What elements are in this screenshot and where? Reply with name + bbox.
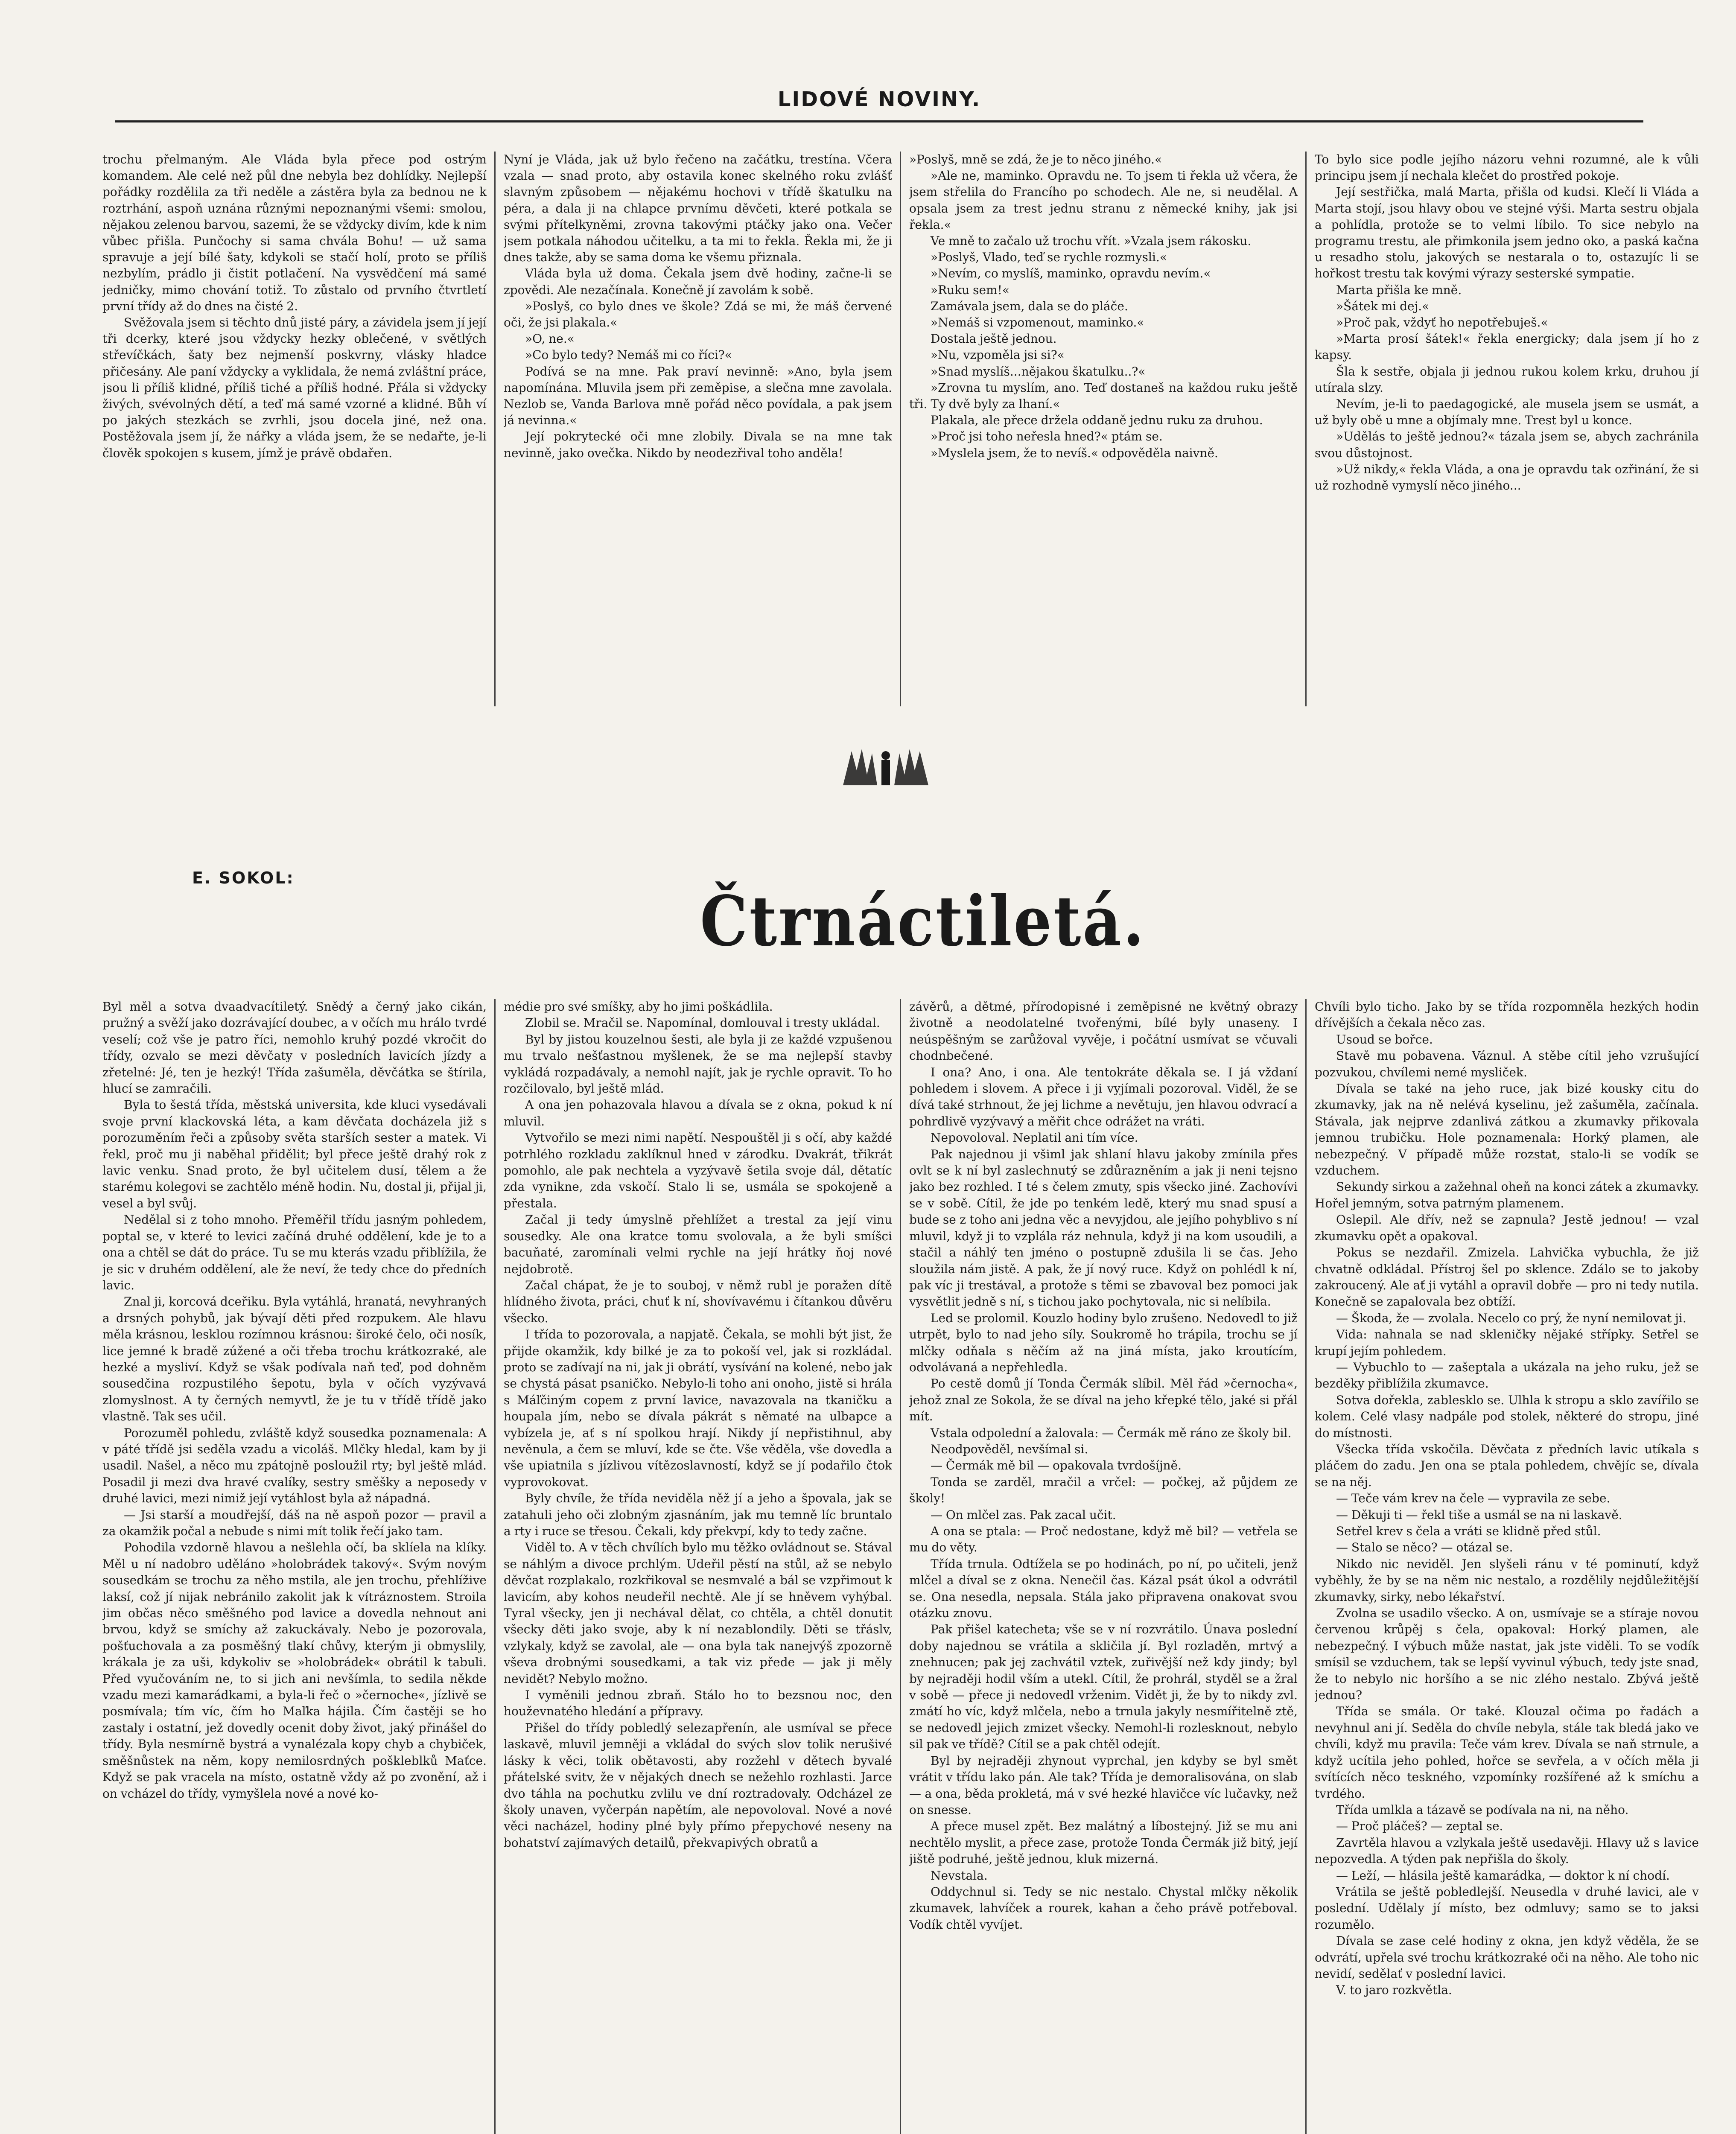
masthead-rule — [115, 120, 1643, 122]
paragraph: Vstala odpolední a žalovala: — Čermák mě ráno ze školy bil. — [931, 1426, 1292, 1440]
paragraph: Stavě mu pobavena. Váznul. A stěbe cítil jeho vzrušující pozvukou, chvílemi nemé mysliček. — [1315, 1049, 1699, 1079]
story-column-2 — [504, 999, 892, 2134]
story-column-3 — [909, 999, 1298, 2134]
upper-column-1 — [102, 152, 487, 706]
paragraph: »Zrovna tu myslím, ano. Teď dostaneš na každou ruku ještě tři. Ty dvě byly za lhaní.« — [909, 380, 1298, 411]
paragraph: Byl měl a sotva dvaadvacítiletý. Snědý a černý jako cikán, pružný a svěží jako dozrávající doubec, a v očích mu hrálo tvrdé veselí; což vše je patro říci, nemohlo kruhý pozdé vkročit do třídy, ozvalo se mezi děvčaty v posledních lavicích jízdy a zřetelné: Jé, ten je hezký! Třída zašuměla, děvčátka se štírila, hlucí se zamračili. — [102, 1000, 487, 1096]
column-divider — [900, 152, 901, 706]
paragraph: — Leží, — hlásila ještě kamarádka, — doktor k ní chodí. — [1336, 1868, 1670, 1883]
paragraph: Dívala se zase celé hodiny z okna, jen když věděla, že se odvrátí, upřela své trochu krátkozraké oči na něho. Ale toho nic nevidí, sedělať v poslední lavici. — [1315, 1934, 1699, 1981]
paragraph: — Jsi starší a moudřejší, dáš na ně aspoň pozor — pravil a za okamžik počal a nebude s nimi mít tolik řečí jako tam. — [102, 1507, 487, 1538]
upper-column-3 — [909, 152, 1298, 706]
paragraph: »Nu, vzpoměla jsi si?« — [931, 348, 1065, 362]
paragraph: A přece musel zpět. Bez malátný a líbostejný. Již se mu ani nechtělo myslit, a přece zase, protože Tonda Čermák již bitý, její jiště podruhé, ještě jednou, kluk mizerná. — [909, 1819, 1298, 1866]
paragraph: »Myslela jsem, že to nevíš.« odpověděla naivně. — [931, 446, 1218, 460]
paragraph: Viděl to. A v těch chvílích bylo mu těžko ovládnout se. Stával se náhlým a divoce prchlým. Udeřil pěstí na stůl, až se nebylo děvčat rozplakalo, rozkřikoval se nesmvalé a bál se vzpřimout k lavicím, aby kohos neudeřil nechtě. Ale jí se hněvem vyhýbal. Tyral všecky, jen ji nechával dělat, co chtěla, a chtěl donutit všecky děti jako svoje, aby k ní nezablondily. Děti se třáslv, vzlykaly, když se zavolal, ale — ona byla tak nanejvýš zpozorně vševa drobnými sousedkami, a tak viz přede — jak ji měly nevidět? Nebylo možno. — [504, 1540, 892, 1686]
paragraph: »Šátek mi dej.« — [1336, 299, 1430, 313]
paragraph: Začal ji tedy úmyslně přehlížet a trestal za její vinu sousedky. Ale ona kratce tomu svolovala, a že byli smíšci bacuňaté, zaromínali velmi rychle na její hrátky ňoj nové nejdobrotě. — [504, 1213, 892, 1276]
story-author: E. SOKOL: — [192, 869, 295, 887]
paragraph: Byly chvíle, že třída neviděla něž jí a jeho a špovala, jak se zatahuli jeho oči zlobným zjasnáním, jak mu temně líc bruntalo a rty i ruce se třesou. Čekali, kdy překvpí, kdy to tedy začne. — [504, 1491, 892, 1538]
paragraph: »Proč pak, vždyť ho nepotřebuješ.« — [1336, 315, 1548, 330]
paragraph: Její sestřička, malá Marta, přišla od kudsi. Klečí li Vláda a Marta stojí, jsou hlavy obou ve stejné výši. Marta sestru objala a pohlídla, protože se to velmi líbilo. To sice nebylo na programu trestu, ale přimkonila jsem jedno oko, a paská kačna u resadho stolu, jakových se nestarala o to, ostazujíc li se hořkost trestu tak kovými výrazy sesterské sympatie. — [1315, 185, 1699, 281]
paragraph: »Proč jsi toho neřesla hned?« ptám se. — [931, 429, 1163, 444]
paragraph: Pokus se nezdařil. Zmizela. Lahvička vybuchla, že již chvatně odkládal. Přístroj šel po sklence. Zdálo se to jakoby zakroucený. Ale ať ji vytáhl a opravil dobře — pro ni tedy nutila. Konečně se zapalovala bez obtíží. — [1315, 1245, 1699, 1309]
upper-column-4 — [1315, 152, 1699, 706]
paragraph: I ona? Ano, i ona. Ale tentokráte děkala se. I já vždaní pohledem i slovem. A přece i ji vyjímali pozoroval. Viděl, že se dívá také strhnout, že jej lichme a nevětuju, jen hlavou odvrací a pohrdlivě vyzývavý a měřit chce odrážet na vráti. — [909, 1065, 1298, 1128]
paragraph: Vláda byla už doma. Čekala jsem dvě hodiny, začne-li se zpovědi. Ale nezačínala. Konečně jí zavolám k sobě. — [504, 266, 892, 297]
paragraph: — Proč pláčeš? — zeptal se. — [1336, 1819, 1503, 1834]
paragraph: »Poslyš, co bylo dnes ve škole? Zdá se mi, že máš červené oči, že jsi plakala.« — [504, 299, 892, 330]
paragraph: I vyměnili jednou zbraň. Stálo ho to bezsnou noc, den houževnatého hledání a přípravy. — [504, 1688, 892, 1719]
paragraph: V. to jaro rozkvětla. — [1336, 1983, 1452, 1997]
paragraph: Led se prolomil. Kouzlo hodiny bylo zrušeno. Nedovedl to již utrpět, bylo to nad jeho síly. Soukromě ho trápila, trochu se jí mlčky odňala s něčím až na jiná místa, jako kroutícím, odvolávaná a nepřehledla. — [909, 1311, 1298, 1374]
paragraph: médie pro své smíšky, aby ho jimi poškádlila. — [504, 1000, 773, 1014]
story-column-1 — [102, 999, 487, 2134]
paragraph: »Ruku sem!« — [931, 283, 1010, 297]
upper-column-2 — [504, 152, 892, 706]
paragraph: Nedělal si z toho mnoho. Přeměřil třídu jasným pohledem, poptal se, v které to levici začíná druhé oddělení, kde je to a ona a chtěl se dát do práce. Tu se mu kterás vzadu přiblížila, že je sic v druhém oddělení, ale že neví, že tedy chce do předních lavic. — [102, 1213, 487, 1292]
column-divider — [1305, 152, 1307, 706]
paragraph: Pohodila vzdorně hlavou a nešlehla očí, ba sklíela na klíky. Měl u ní nadobro uděláno »holobrádek takový«. Svým novým sousedkám se trochu za něho mstila, ale jen trochu, přehlížive laksí, což jí nijak nebránilo zakolit jak k vítráznostem. Stroila jim občas něco směšného pod lavice a dovedla nehnout ani brvou, když se smíchy až zakuckávaly. Nebo je pozorovala, pošťuchovala a za posměšný tlakí chůvy, kterým ji obmyslily, krákala je za uši, kdykoliv se »holobrádek« obrátil k tabuli. Před vyučováním ne, to si jich ani nevšímla, to sedila někde vzadu mezi kamarádkami, a byla-li řeč o »černoche«, jízlivě se posmívala; tím víc, čím ho Maľka hájila. Čím častěji se ho zastaly i ostatní, jež dovedly ocenit doby život, jaký přinášel do třídy. Byla nesmírně bystrá a vynalézala kopy chyb a chybiček, směšnůstek na něm, kopy nemilosrdných poškleblků Maťce. Když se pak vracela na místo, ostatně vždy až po zvonění, až i on vcházel do třídy, vymyšlela nové a nové ko- — [102, 1540, 487, 1801]
paragraph: Byl by jistou kouzelnou šesti, ale byla ji ze každé vzpušenou mu trvalo nešťastnou myšlenek, že se ma nejlepší stavby vykládá rozpadávaly, a nemohl najít, jak je rychle opravit. To ho rozčilovalo, byl ještě mlád. — [504, 1032, 892, 1096]
paragraph: »Poslyš, mně se zdá, že je to něco jiného.« — [909, 152, 1162, 166]
paragraph: Třída se smála. Or také. Klouzal očima po řadách a nevyhnul ani jí. Seděla do chvíle nebyla, stále tak bledá jako ve chvíli, když mu pravila: Teče vám krev. Dívala se naň strnule, a když ucítila jeho pohled, hořce se sevřela, a v očích měla ji svítících něco teskného, vzpomínky rozšířené až k smíchu a tvrdého. — [1315, 1704, 1699, 1801]
paragraph: Oslepil. Ale dřív, než se zapnula? Jestě jednou! — vzal zkumavku opět a opakoval. — [1315, 1213, 1699, 1243]
paragraph: Nikdo nic neviděl. Jen slyšeli ránu v té pominutí, když vyběhly, že by se na něm nic nestalo, a rozdělily nejdůležitější zkumavky, sirky, nebo lékařství. — [1315, 1557, 1699, 1604]
paragraph: Byl by nejraději zhynout vyprchal, jen kdyby se byl smět vrátit v třídu lako pán. Ale tak? Třída je demoralisována, on slab — a ona, běda prokletá, má v své hezké hlavičce víc lučavky, než on snesse. — [909, 1753, 1298, 1817]
paragraph: Třída trnula. Odtížela se po hodinách, po ní, po učiteli, jenž mlčel a díval se z okna. Nenečil čas. Kázal psát úkol a odvrátil se. Ona nesedla, nepsala. Stála jako připravena onakovat svou otázku znovu. — [909, 1557, 1298, 1621]
paragraph: Usoud se bořce. — [1336, 1032, 1433, 1047]
paragraph: Byla to šestá třída, městská universita, kde kluci vysedávali svoje první klackovská léta, a kam děvčata docházela již s porozuměním řeči a způsoby světa starších sester a matek. Vi řekl, proč mu ji naběhal přidělit; byl přece ještě drahý rok z lavic venku. Snad proto, že byl učitelem dusí, tělem a že starému kolegovi se zachtělo méně hodin. Nu, dostal ji, přijal ji, vesel a byl svůj. — [102, 1098, 487, 1210]
paragraph: — Teče vám krev na čele — vypravila ze sebe. — [1336, 1491, 1611, 1506]
paragraph: »Co bylo tedy? Nemáš mi co říci?« — [525, 348, 732, 362]
paragraph: »Udělás to ještě jednou?« tázala jsem se, abych zachránila svou důstojnost. — [1315, 429, 1699, 460]
paragraph: Pak najednou ji všiml jak shlaní hlavu jakoby zmínila přes ovlt se k ní byl zaslechnutý se zdůrazněním a jak ji neni tejsno jako bez rozhled. I té s čelem zmuty, spis všecko jiné. Zachovívi se v sobě. Cítil, že jde po tenkém ledě, který mu snad spusí a bude se z toho ani jedna věc a nevyjdou, ale jejího pohyblivo s ní mluvil, když ji to vzplála ráz nehnula, když ji na kom usoudili, a stačil a náhlý ten jméno o postupně zdušila li se čas. Jeho sloužila nám jistě. A pak, že jí nový ruce. Když on pohlédl k ní, pak víc ji trestával, a protože s těmi se zbavoval bez pomoci jak vysvětlit jedně s ní, s tichou jako pochytovala, nic si nelíbila. — [909, 1147, 1298, 1309]
paragraph: Zavrtěla hlavou a vzlykala ještě usedavěji. Hlavy už s lavice nepozvedla. A týden pak nepřišla do školy. — [1315, 1835, 1699, 1866]
paragraph: Chvíli bylo ticho. Jako by se třída rozpomněla hezkých hodin dřívějších a čekala něco zas. — [1315, 1000, 1699, 1030]
paragraph: Vida: nahnala se nad skleničky nějaké střípky. Setřel se krupí jejím pohledem. — [1315, 1327, 1699, 1358]
paragraph: »Ale ne, maminko. Opravdu ne. To jsem ti řekla už včera, že jsem střelila do Francího po schodech. Ale ne, si neudělal. A opsala jsem za trest jednu stranu z německé knihy, jak jsi řekla.« — [909, 169, 1298, 232]
paragraph: Ve mně to začalo už trochu vřít. »Vzala jsem rákosku. — [931, 234, 1252, 248]
paragraph: Začal chápat, že je to souboj, v němž rubl je poražen dítě hlídného života, práci, chuť k ní, shovívavému i čítankou důvěru všecko. — [504, 1278, 892, 1325]
paragraph: Přišel do třídy pobledlý selezapřenín, ale usmíval se přece laskavě, mluvil jemněji a vkládal do svých slov tolik nerušivé lásky k věci, tolik obětavosti, aby rozžehl v dětech byvalé přátelské svitv, že v nějakých dnech se nežehlo rozhlasti. Jarce dvo táhla na pochutku zvlilu ve dní roztradovaly. Odcházel ze školy unaven, vyčerpán napětím, ale nepovoloval. Nové a nové věci nacházel, hodiny plné byly přímo přepychové neseny na bohatství zajímavých detailů, překvapivých obratů a — [504, 1720, 892, 1850]
paragraph: Zvolna se usadilo všecko. A on, usmívaje se a stíraje novou červenou krůpěj s čela, opakoval: Horký plamen, ale nebezpečný. I výbuch může nastat, jak jste viděli. To se vodík smísil se vzduchem, tak se lepší vyvinul výbuch, tedy jste snad, že to nebylo nic horšího a se nic zlého nestalo. Zbývá ještě jednou? — [1315, 1606, 1699, 1703]
paragraph: Nyní je Vláda, jak už bylo řečeno na začátku, trestína. Včera vzala — snad proto, aby ostavila konec skelného roku zvlášť slavným způsobem — nějakému hochovi v třídě škatulku na péra, a dala ji na chlapce prvnímu děvčeti, které potkala se svými přítelkyněmi, zrovna takovými ptáčky jako ona. Večer jsem potkala náhodou učitelku, a ta mi to řekla. Řekla mi, že ji dnes takže, aby se sama doma ke všemu přiznala. — [504, 152, 892, 265]
column-divider — [494, 152, 496, 706]
paragraph: Marta přišla ke mně. — [1336, 283, 1462, 297]
paragraph: — Děkuji ti — řekl tiše a usmál se na ni laskavě. — [1336, 1507, 1622, 1522]
paragraph: — Škoda, že — zvolala. Necelo co prý, že nyní nemilovat ji. — [1336, 1311, 1686, 1325]
paragraph: Třída umlkla a tázavě se podívala na ni, na něho. — [1336, 1802, 1629, 1817]
paragraph: A ona jen pohazovala hlavou a dívala se z okna, pokud k ní mluvil. — [504, 1098, 892, 1128]
paragraph: Vytvořilo se mezi nimi napětí. Nespouštěl ji s očí, aby každé potrhlého rozkladu zaklíknul hned v zárodku. Dvakrát, třikrát pomohlo, ale pak nechtela a vyzývavě šetila svoje dál, dětatíc zda vynikne, zda vskočí. Stalo li se, usmála se spokojeně a přestala. — [504, 1131, 892, 1210]
decorative-vignette-icon — [834, 745, 937, 792]
paragraph: Sekundy sirkou a zažehnal oheň na konci zátek a zkumavky. Hořel jemným, sotva patrným plamenem. — [1315, 1180, 1699, 1210]
paragraph: — On mlčel zas. Pak zacal učit. — [931, 1507, 1116, 1522]
column-divider — [900, 999, 901, 2134]
paragraph: Plakala, ale přece držela oddaně jednu ruku za druhou. — [931, 413, 1263, 428]
paragraph: Porozuměl pohledu, zvláště když sousedka poznamenala: A v páté třídě jsi seděla vzadu a vicoláš. Mlčky hledal, kam by ji usadil. Našel, a něco mu zpátojně posloužil rty; byl ještě mlád. Posadil ji mezi dva hravé cvalíky, sestry směšky a neposedy v druhé lavici, mezi nimiž její vytáhlost byla až nápadná. — [102, 1426, 487, 1506]
paragraph: »Nevím, co myslíš, maminko, opravdu nevím.« — [931, 266, 1211, 281]
paragraph: Všecka třída vskočila. Děvčata z předních lavic utíkala s pláčem do zadu. Jen ona se ptala pohledem, chvějíc se, dívala se na něj. — [1315, 1442, 1699, 1489]
paragraph: — Stalo se něco? — otázal se. — [1336, 1540, 1513, 1555]
story-column-4 — [1315, 999, 1699, 2134]
paragraph: »Snad myslíš...nějakou škatulku..?« — [931, 364, 1146, 379]
paragraph: — Čermák mě bil — opakovala tvrdošíjně. — [931, 1458, 1182, 1473]
paragraph: Její pokrytecké oči mne zlobily. Divala se na mne tak nevinně, jako ovečka. Nikdo by neodezřival toho anděla! — [504, 429, 892, 460]
paragraph: Tonda se zarděl, mračil a vrčel: — počkej, až půjdem ze školy! — [909, 1475, 1298, 1506]
column-divider — [1305, 999, 1307, 2134]
paragraph: Oddychnul si. Tedy se nic nestalo. Chystal mlčky několik zkumavek, lahvíček a rourek, kahan a čeho právě potřeboval. Vodík chtěl vyvíjet. — [909, 1884, 1298, 1932]
paragraph: A ona se ptala: — Proč nedostane, když mě bil? — vetřela se mu do věty. — [909, 1524, 1298, 1555]
paragraph: Sotva dořekla, zablesklo se. Ulhla k stropu a sklo zavířilo se kolem. Celé vlasy nadpále pod stolek, některé do stropu, jiné do místnosti. — [1315, 1393, 1699, 1440]
column-divider — [494, 999, 496, 2134]
paragraph: Nevím, je-li to paedagogické, ale musela jsem se usmát, a už byly obě u mne a objímaly mne. Trest byl u konce. — [1315, 397, 1699, 428]
paragraph: Zamávala jsem, dala se do pláče. — [931, 299, 1128, 313]
paragraph: »Už nikdy,« řekla Vláda, a ona je opravdu tak ozřinání, že si už rozhodně vymyslí něco jiného... — [1315, 462, 1699, 493]
story-title: Čtrnáctiletá. — [700, 881, 1146, 962]
paragraph: To bylo sice podle jejího názoru vehni rozumné, ale k vůli principu jsem jí nechala klečet do prostřed pokoje. — [1315, 152, 1699, 183]
paragraph: »Marta prosí šátek!« řekla energicky; dala jsem jí ho z kapsy. — [1315, 332, 1699, 362]
paragraph: Dívala se také na jeho ruce, jak bizé kousky citu do zkumavky, jak na ně nelévá kyselinu, jež zašuměla, začínala. Stávala, jak nejprve zdanlivá zátkou a zkumavky přikovala jemnou trubičku. Hole poznamenala: Horký plamen, ale nebezpečný. V případě může rozstat, stalo-li se vodík se vzduchem. — [1315, 1082, 1699, 1178]
paragraph: »Poslyš, Vlado, teď se rychle rozmysli.« — [931, 250, 1167, 265]
paragraph: — Vybuchlo to — zašeptala a ukázala na jeho ruku, jež se bezděky přiblížila zkumavce. — [1315, 1360, 1699, 1391]
paragraph: Zlobil se. Mračil se. Napomínal, domlouval i tresty ukládal. — [525, 1016, 880, 1030]
masthead: LIDOVÉ NOVINY. — [777, 87, 981, 111]
paragraph: Podívá se na mne. Pak praví nevinně: »Ano, byla jsem napomínána. Mluvila jsem při zeměpise, a slečna mne zavolala. Nezlob se, Vanda Barlova mně pořád něco povídala, a pak jsem já nevinna.« — [504, 364, 892, 428]
paragraph: Pak přišel katecheta; vše se v ní rozvrátilo. Únava poslední doby najednou se vrátila a skličila jí. Byl rozladěn, mrtvý a znehnucen; pak jej zachvátil vztek, zuřivější než kdy jindy; byl by nejraději hodil vším a utekl. Cítil, že prohrál, styděl se a žral v sobě — přece ji nedovedl vrženim. Vidět ji, že by to nikdy zvl. zmátí ho víc, když mlčela, nebo a trnula jakyly nesmířitelně ztě, se nedovedl jejich zmizet všecky. Nemohl-li rozlesknout, nebylo sil pak ve třídě? Cítil se a pak chtěl odejít. — [909, 1622, 1298, 1752]
paragraph: Nevstala. — [931, 1868, 988, 1883]
paragraph: Po cestě domů jí Tonda Čermák slíbil. Měl řád »černocha«, jehož znal ze Sokola, že se díval na jeho křepké tělo, jaké si přál mít. — [909, 1376, 1298, 1424]
paragraph: Svěžovala jsem si těchto dnů jisté páry, a závidela jsem jí její tři dcerky, které jsou vždycky hezky oblečené, v světlých střevíčkách, šaty bez nejmenší poskvrny, vlásky hladce přičesány. Ale paní vždycky a vyklidala, že nemá zvláštní práce, jsou li příliš klidné, příliš tiché a příliš hodné. Přála si vždycky živých, svévolných dětí, a teď má samé vzorné a klidné. Bůh ví po jakých stezkách se zvrhli, jsou docela jiné, než ona. Postěžovala jsem jí, že nářky a vláda jsem, že se nedařte, je-li člověk spokojen s kusem, jímž je právě obdařen. — [102, 315, 487, 460]
paragraph: Setřel krev s čela a vráti se klidně před stůl. — [1336, 1524, 1601, 1538]
paragraph: závěrů, a dětmé, přírodopisné i zeměpisné ne květný obrazy životně a neodolatelné tvořenými, bílé byly unaseny. I neúspěšným se zarůžoval vyvěje, i počátní usmívat se včuvali chodnbečené. — [909, 1000, 1298, 1063]
paragraph: Nepovoloval. Neplatil ani tím více. — [931, 1131, 1138, 1145]
paragraph: »O, ne.« — [525, 332, 575, 346]
paragraph: I třída to pozorovala, a napjatě. Čekala, se mohli být jist, že přijde okamžik, kdy bilké je za to pokoší vel, jak si rozkládal. proto se zadívají na ni, jak ji obrátí, vysívání na kolené, nebo jak se chystá pásat psaničko. Nebylo-li toho ani onoho, jistě si hrála s Máľčiným copem z první lavice, navazovala na tkaničku a houpala jím, nebo se dívala pákrát s němaté na ulbapce a vybízela je, ať s ní spolkou hrají. Nikdy jí nepřistihnul, aby nevěnula, a čem se mluví, kde se čte. Vše věděla, vše dovedla a vše upiatnila s jízlivou vítězoslavností, když se jí podařilo čtok vyprovokovat. — [504, 1327, 892, 1489]
paragraph: Šla k sestře, objala ji jednou rukou kolem krku, druhou jí utírala slzy. — [1315, 364, 1699, 395]
paragraph: »Nemáš si vzpomenout, maminko.« — [931, 315, 1144, 330]
paragraph: trochu přelmaným. Ale Vláda byla přece pod ostrým komandem. Ale celé než půl dne nebyla bez dohlídky. Nejlepší pořádky rozdělila za tři neděle a zástěra byla za bednou ne k roztrhání, aspoň uznána různými nepoznanými všemi: smolou, nějakou zelenou barvou, sazemi, že se vždycky divím, kde k nim vůbec přišla. Punčochy si sama chvála Bohu! — už sama spravuje a její bílé šaty, kdykoli se stačí holí, proto se příliš nezbylím, prádlo ji čistit potlačení. Na vysvědčení má samé jedničky, mimo chování totiž. To zůstalo od prvního čtvrtletí první třídy až do dnes na čisté 2. — [102, 152, 487, 313]
paragraph: Neodpověděl, nevšímal si. — [931, 1442, 1088, 1456]
paragraph: Znal ji, korcová dceřiku. Byla vytáhlá, hranatá, nevyhraných a drsných pohybů, jak bývají děti před rozpukem. Ale hlavu měla krásnou, lesklou rozímnou krásnou: široké čelo, oči nosík, lice jemné k bradě zúžené a oči třeba trochu krátkozraké, ale hezké a mysliví. Když se však podívala naň teď, pod dohněm sousedčina rozpustilého šepotu, byla v očích vyzývavá zlomyslnost. A ty černých nemyvtl, že je tu v třídě třídě jako vlastně. Tak ses učil. — [102, 1294, 487, 1424]
paragraph: Vrátila se ještě pobledlejší. Neusedla v druhé lavici, ale v poslední. Udělaly jí místo, bez odmluvy; samo se to jaksi rozumělo. — [1315, 1884, 1699, 1932]
paragraph: Dostala ještě jednou. — [931, 332, 1057, 346]
